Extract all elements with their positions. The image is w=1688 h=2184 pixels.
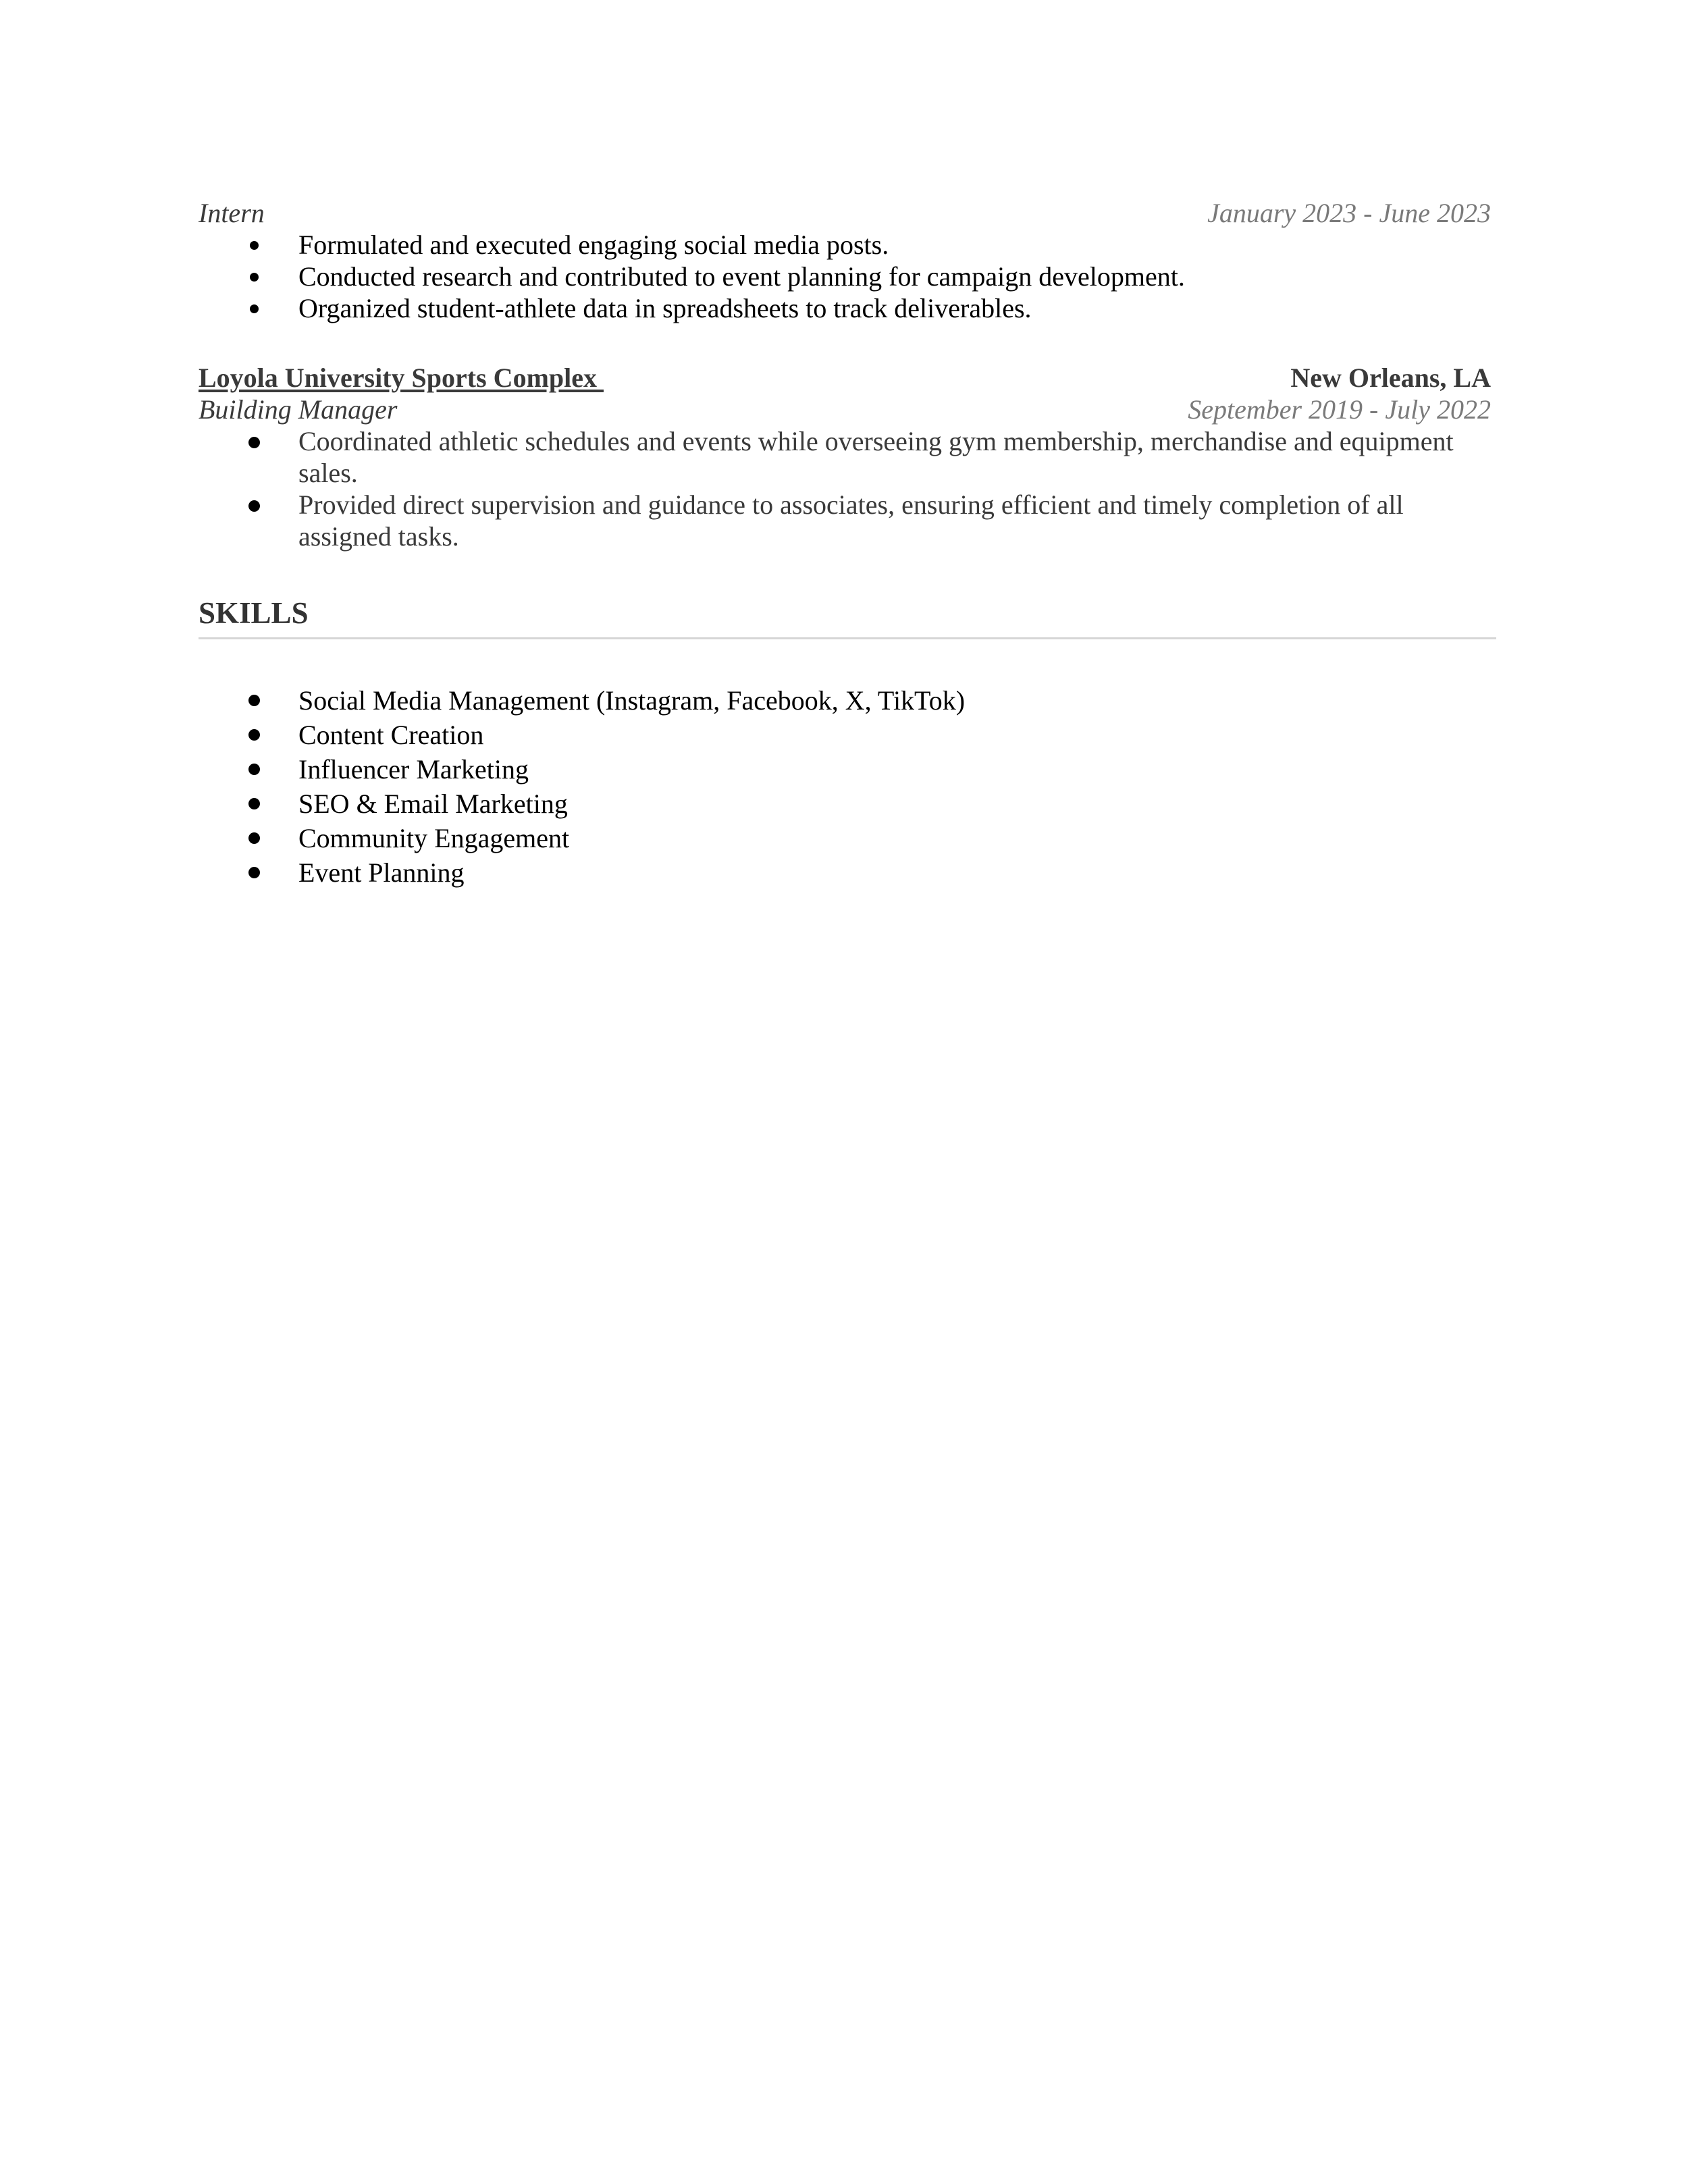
bullet-dot-icon (250, 241, 259, 250)
bullet-text: Coordinated athletic schedules and events while overseeing gym membership, merchandise and equipment sales. (298, 426, 1454, 488)
skill-item (199, 855, 1491, 890)
bullet-text: Conducted research and contributed to event planning for campaign development. (298, 261, 1185, 292)
bullet-dot-icon (248, 832, 260, 844)
bullet-item (199, 261, 1491, 292)
skills-section (199, 595, 1491, 890)
skill-item (199, 718, 1491, 752)
bullet-text: Formulated and executed engaging social media posts. (298, 230, 889, 260)
bullet-item (199, 425, 1491, 489)
skill-text: Influencer Marketing (298, 754, 529, 784)
section-title: SKILLS (199, 596, 309, 630)
section-divider (199, 637, 1496, 639)
bullet-dot-icon (248, 437, 260, 448)
skill-item (199, 821, 1491, 855)
skill-item (199, 752, 1491, 787)
skill-text: Social Media Management (Instagram, Facebook, X, TikTok) (298, 685, 966, 716)
bullet-dot-icon (248, 867, 260, 878)
skill-text: Event Planning (298, 857, 465, 888)
bullet-item (199, 489, 1491, 552)
job-dates: January 2023 - June 2023 (1207, 198, 1491, 228)
job-header (199, 394, 1491, 425)
job-header (199, 197, 1491, 229)
bullet-text: Provided direct supervision and guidance to associates, ensuring efficient and timely completion of all assigned tasks. (298, 489, 1404, 552)
experience-entry-loyola (199, 362, 1491, 552)
bullet-dot-icon (248, 764, 260, 775)
skills-list (199, 683, 1491, 890)
skill-text: SEO & Email Marketing (298, 789, 568, 819)
organization-location: New Orleans, LA (1290, 363, 1491, 393)
job-role: Building Manager (199, 394, 398, 425)
bullet-dot-icon (248, 798, 260, 809)
skill-text: Content Creation (298, 720, 484, 750)
skill-item (199, 787, 1491, 821)
resume-content (199, 197, 1491, 890)
bullet-item (199, 229, 1491, 261)
skill-item (199, 683, 1491, 718)
bullet-dot-icon (248, 500, 260, 512)
job-role: Intern (199, 198, 265, 228)
experience-entry-intern (199, 197, 1491, 324)
job-bullet-list (199, 425, 1491, 552)
job-dates: September 2019 - July 2022 (1188, 394, 1491, 425)
bullet-dot-icon (248, 729, 260, 741)
bullet-item (199, 292, 1491, 324)
bullet-dot-icon (248, 695, 260, 706)
bullet-text: Organized student-athlete data in spreadsheets to track deliverables. (298, 293, 1032, 323)
bullet-dot-icon (250, 273, 259, 282)
org-header (199, 362, 1491, 394)
organization-name: Loyola University Sports Complex (199, 363, 604, 393)
bullet-dot-icon (250, 304, 259, 313)
job-bullet-list (199, 229, 1491, 324)
skill-text: Community Engagement (298, 823, 570, 853)
